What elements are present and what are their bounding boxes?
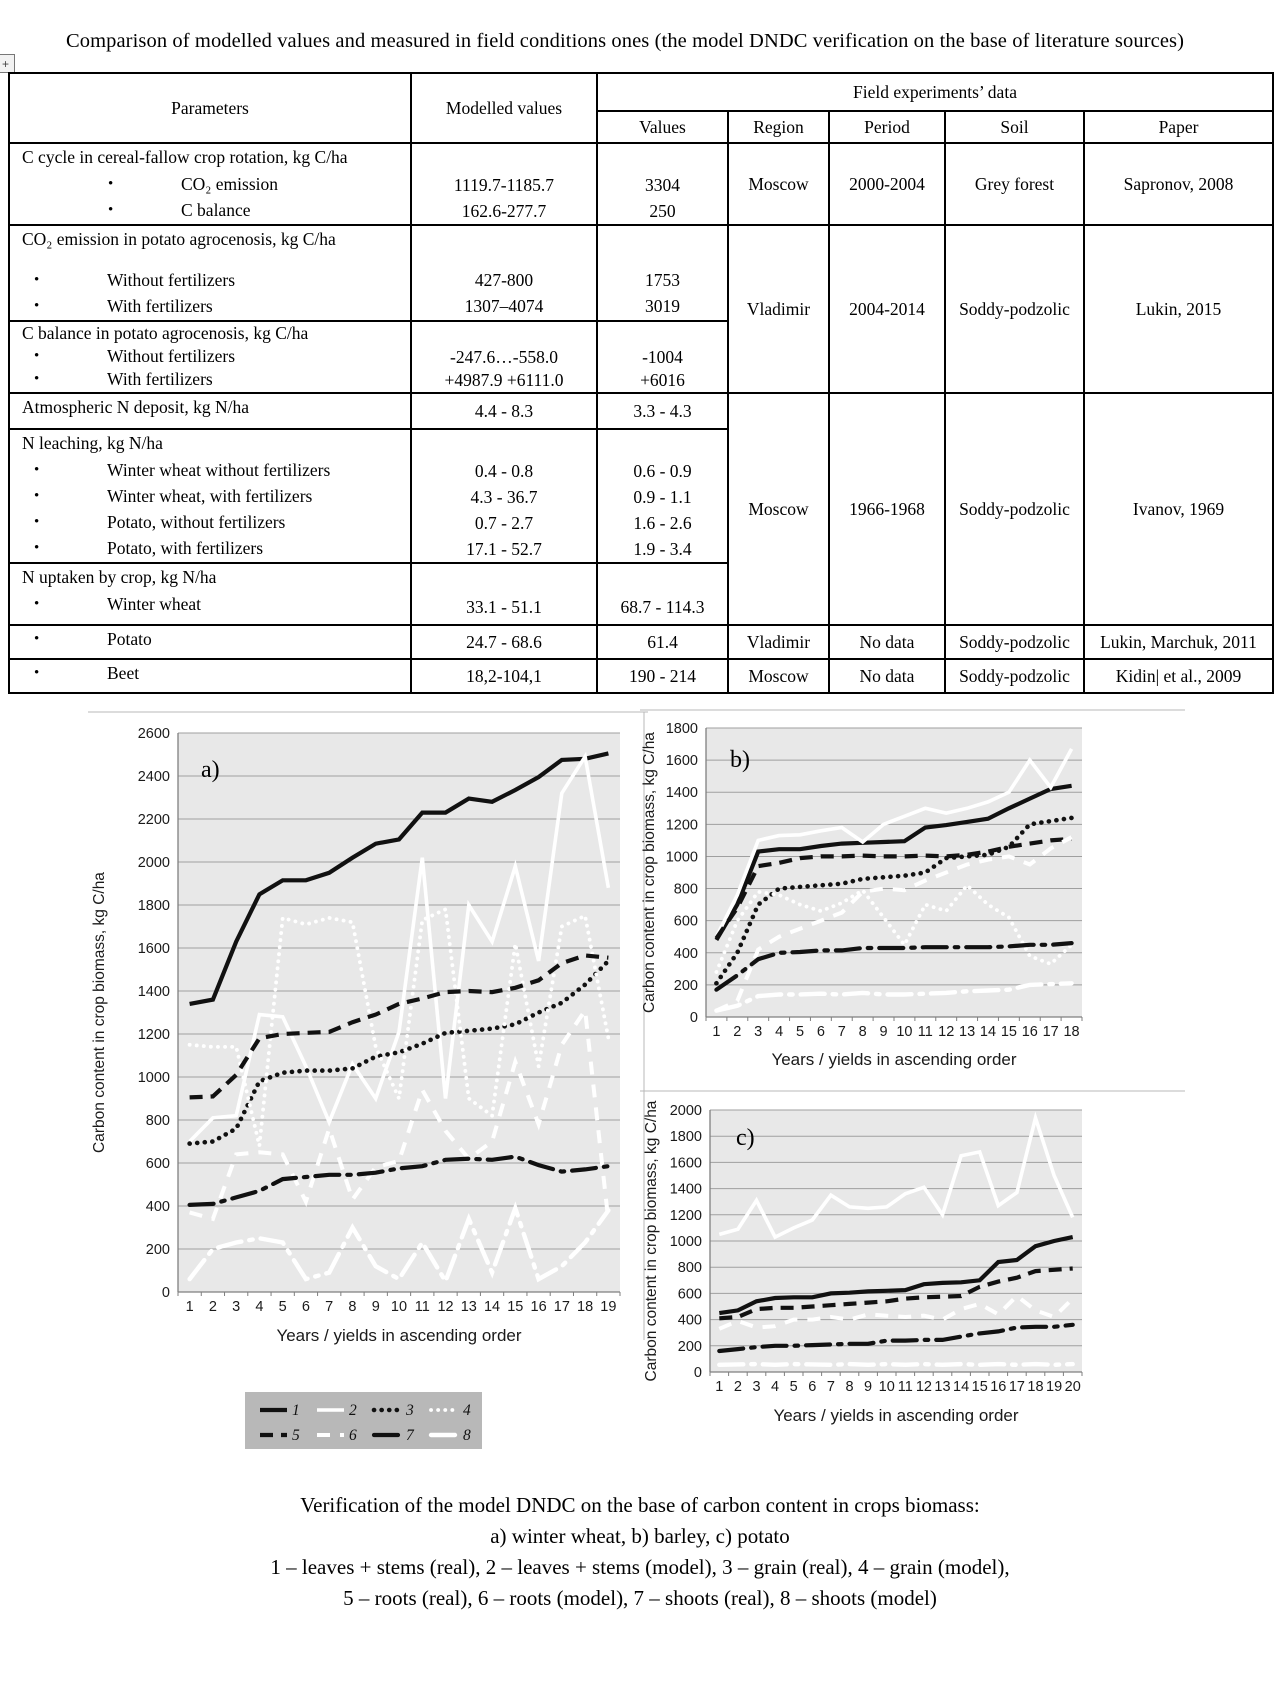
panel-label-b: b) <box>730 747 750 773</box>
svg-text:2600: 2600 <box>137 726 170 742</box>
table-move-handle[interactable] <box>0 54 15 73</box>
x-axis-title-b: Years / yields in ascending order <box>771 1050 1017 1069</box>
svg-text:10: 10 <box>896 1024 913 1040</box>
svg-text:6: 6 <box>301 1299 310 1315</box>
svg-text:15: 15 <box>1000 1024 1017 1040</box>
parameter-item: Winter wheat without fertilizers <box>107 460 331 480</box>
cell-r3-values: -1004 +6016 <box>597 321 728 393</box>
cell-r6-modelled: 33.1 - 51.1 <box>411 563 597 625</box>
header-parameters: Parameters <box>9 73 411 143</box>
cell-r8-soil: Soddy-podzolic <box>945 659 1084 693</box>
parameter-item: Potato, without fertilizers <box>107 512 286 532</box>
cell-r1-paper: Sapronov, 2008 <box>1084 143 1273 225</box>
svg-text:8: 8 <box>845 1379 854 1395</box>
svg-text:1400: 1400 <box>137 984 170 1000</box>
cell-r7-period: No data <box>829 625 945 659</box>
parameter-title: C cycle in cereal-fallow crop rotation, kg C/ha <box>22 147 348 167</box>
svg-text:12: 12 <box>938 1024 955 1040</box>
svg-text:13: 13 <box>959 1024 976 1040</box>
svg-text:11: 11 <box>917 1024 933 1040</box>
cell-r8-period: No data <box>829 659 945 693</box>
svg-text:9: 9 <box>879 1024 888 1040</box>
svg-text:17: 17 <box>1042 1024 1059 1040</box>
svg-text:1000: 1000 <box>137 1070 170 1086</box>
cell-r2-period: 2004-2014 <box>829 225 945 393</box>
caption-line: Verification of the model DNDC on the base of carbon content in crops biomass: <box>300 1493 980 1517</box>
chart-potato <box>640 1093 1185 1465</box>
svg-text:14: 14 <box>979 1024 997 1040</box>
cell-r2-region: Vladimir <box>728 225 829 393</box>
parameter-item: Beet <box>107 663 140 683</box>
svg-text:600: 600 <box>673 913 698 930</box>
legend-label-4: 4 <box>463 1402 471 1419</box>
header-region: Region <box>728 111 829 143</box>
cell-r1-modelled: 1119.7-1185.7 162.6-277.7 <box>411 143 597 225</box>
svg-text:2: 2 <box>733 1024 742 1040</box>
svg-text:4: 4 <box>255 1299 264 1315</box>
bullet-icon: • <box>34 540 40 556</box>
svg-text:9: 9 <box>371 1299 380 1315</box>
svg-text:10: 10 <box>390 1299 408 1315</box>
cell-r7-modelled: 24.7 - 68.6 <box>411 625 597 659</box>
chart-barley <box>640 703 1185 1095</box>
svg-text:5: 5 <box>795 1024 805 1040</box>
svg-text:2200: 2200 <box>137 812 170 828</box>
svg-text:13: 13 <box>460 1299 477 1315</box>
bullet-icon: • <box>34 665 40 681</box>
svg-text:8: 8 <box>348 1299 357 1315</box>
header-field-experiments-data: Field experiments’ data <box>597 73 1273 111</box>
bullet-icon: • <box>34 488 40 504</box>
svg-text:4: 4 <box>775 1024 784 1040</box>
cell-r8-region: Moscow <box>728 659 829 693</box>
svg-text:11: 11 <box>897 1379 913 1395</box>
header-modelled-values: Modelled values <box>411 73 597 143</box>
parameter-title: Atmospheric N deposit, kg N/ha <box>22 397 249 417</box>
svg-text:2: 2 <box>208 1299 217 1315</box>
svg-text:1800: 1800 <box>665 721 698 737</box>
bullet-icon: • <box>34 462 40 478</box>
plus-icon: + <box>1 56 9 71</box>
cell-r5-modelled: 0.4 - 0.8 4.3 - 36.7 0.7 - 2.7 17.1 - 52.7 <box>411 429 597 563</box>
cell-r1-values: 3304 250 <box>597 143 728 225</box>
svg-text:16: 16 <box>530 1299 547 1315</box>
svg-text:15: 15 <box>971 1379 988 1395</box>
cell-r8-modelled: 18,2-104,1 <box>411 659 597 693</box>
svg-text:1600: 1600 <box>665 753 698 770</box>
bullet-icon: • <box>34 596 40 612</box>
header-soil: Soil <box>945 111 1084 143</box>
bullet-icon: • <box>34 272 40 288</box>
cell-r5-values: 0.6 - 0.9 0.9 - 1.1 1.6 - 2.6 1.9 - 3.4 <box>597 429 728 563</box>
cell-r8-parameters <box>9 659 411 693</box>
legend-label-3: 3 <box>406 1402 414 1419</box>
svg-text:7: 7 <box>826 1379 835 1395</box>
svg-text:1400: 1400 <box>665 785 698 802</box>
svg-text:200: 200 <box>677 1338 702 1355</box>
svg-text:1600: 1600 <box>669 1155 702 1172</box>
svg-text:19: 19 <box>1046 1379 1063 1395</box>
svg-text:16: 16 <box>990 1379 1007 1395</box>
svg-text:1200: 1200 <box>137 1027 170 1043</box>
svg-text:9: 9 <box>864 1379 873 1395</box>
svg-text:2400: 2400 <box>137 769 170 785</box>
parameter-item: Winter wheat, with fertilizers <box>107 486 313 506</box>
svg-text:12: 12 <box>915 1379 932 1395</box>
svg-text:1: 1 <box>715 1379 724 1395</box>
svg-text:3: 3 <box>752 1379 761 1395</box>
caption-line: 1 – leaves + stems (real), 2 – leaves + stems (model), 3 – grain (real), 4 – grain (model), <box>270 1555 1010 1579</box>
header-period: Period <box>829 111 945 143</box>
svg-text:2000: 2000 <box>137 855 170 871</box>
svg-text:1000: 1000 <box>665 849 698 866</box>
cell-r2-paper: Lukin, 2015 <box>1084 225 1273 393</box>
svg-text:11: 11 <box>414 1299 430 1315</box>
cell-r4-period: 1966-1968 <box>829 393 945 625</box>
svg-text:800: 800 <box>673 881 698 898</box>
parameter-title: N uptaken by crop, kg N/ha <box>22 567 217 587</box>
cell-r7-paper: Lukin, Marchuk, 2011 <box>1084 625 1273 659</box>
cell-r3-parameters <box>9 321 411 393</box>
cell-r2-values: 1753 3019 <box>597 225 728 321</box>
header-values: Values <box>597 111 728 143</box>
svg-text:3: 3 <box>754 1024 763 1040</box>
cell-r6-values: 68.7 - 114.3 <box>597 563 728 625</box>
svg-text:2: 2 <box>733 1379 742 1395</box>
cell-r1-soil: Grey forest <box>945 143 1084 225</box>
svg-text:4: 4 <box>771 1379 780 1395</box>
chart-winter-wheat <box>88 705 648 1365</box>
svg-text:800: 800 <box>145 1113 170 1129</box>
legend-label-6: 6 <box>349 1427 357 1444</box>
panel-label-c: c) <box>736 1125 755 1151</box>
svg-text:5: 5 <box>789 1379 798 1395</box>
cell-r1-period: 2000-2004 <box>829 143 945 225</box>
svg-text:400: 400 <box>677 1312 702 1329</box>
cell-r7-region: Vladimir <box>728 625 829 659</box>
bullet-icon: • <box>34 298 40 314</box>
svg-text:400: 400 <box>145 1199 170 1215</box>
svg-text:1800: 1800 <box>137 898 170 914</box>
bullet-icon: • <box>34 348 40 364</box>
cell-r4-paper: Ivanov, 1969 <box>1084 393 1273 625</box>
parameter-title: N leaching, kg N/ha <box>22 433 163 453</box>
parameter-item: Potato, with fertilizers <box>107 538 264 558</box>
bullet-icon: • <box>108 202 114 218</box>
cell-r1-parameters <box>9 143 411 225</box>
svg-text:2000: 2000 <box>669 1103 702 1119</box>
svg-text:200: 200 <box>673 977 698 994</box>
cell-r7-values: 61.4 <box>597 625 728 659</box>
svg-text:3: 3 <box>232 1299 241 1315</box>
svg-text:1600: 1600 <box>137 941 170 957</box>
panel-label-a: a) <box>201 757 220 783</box>
svg-text:1: 1 <box>712 1024 721 1040</box>
svg-text:6: 6 <box>816 1024 825 1040</box>
y-axis-title-b: Carbon content in crop biomass, kg C/ha <box>641 732 658 1013</box>
svg-text:8: 8 <box>858 1024 867 1040</box>
caption-line: a) winter wheat, b) barley, c) potato <box>490 1524 790 1548</box>
svg-text:18: 18 <box>1063 1024 1080 1040</box>
svg-text:13: 13 <box>934 1379 951 1395</box>
parameter-item: C balance <box>181 200 251 220</box>
comparison-table <box>8 72 1274 694</box>
cell-r3-modelled: -247.6…-558.0 +4987.9 +6111.0 <box>411 321 597 393</box>
legend-label-5: 5 <box>292 1427 300 1444</box>
cell-r2-modelled: 427-800 1307–4074 <box>411 225 597 321</box>
parameter-item: Winter wheat <box>107 594 202 614</box>
svg-text:1400: 1400 <box>669 1181 702 1198</box>
cell-r2-soil: Soddy-podzolic <box>945 225 1084 393</box>
x-axis-title-a: Years / yields in ascending order <box>276 1326 522 1345</box>
svg-text:0: 0 <box>689 1010 698 1026</box>
parameter-item: With fertilizers <box>107 369 213 389</box>
parameter-item: Without fertilizers <box>107 346 236 366</box>
svg-text:1200: 1200 <box>669 1207 702 1224</box>
svg-text:6: 6 <box>808 1379 817 1395</box>
cell-r5-parameters <box>9 429 411 563</box>
chart-legend <box>245 1392 482 1449</box>
parameter-title: CO₂ emission in potato agrocenosis, kg C/ha <box>22 229 336 249</box>
cell-r7-soil: Soddy-podzolic <box>945 625 1084 659</box>
page-title: Comparison of modelled values and measured in field conditions ones (the model DNDC verification on the base of literature sources) <box>65 30 1185 52</box>
bullet-icon: • <box>34 514 40 530</box>
svg-text:14: 14 <box>953 1379 970 1395</box>
svg-text:7: 7 <box>837 1024 846 1040</box>
legend-label-8: 8 <box>463 1427 471 1444</box>
cell-r4-values: 3.3 - 4.3 <box>597 393 728 429</box>
header-paper: Paper <box>1084 111 1273 143</box>
bullet-icon: • <box>34 371 40 387</box>
svg-text:1000: 1000 <box>669 1234 702 1250</box>
svg-text:0: 0 <box>693 1365 702 1381</box>
svg-text:800: 800 <box>677 1260 702 1277</box>
svg-text:18: 18 <box>1027 1379 1044 1395</box>
svg-text:1: 1 <box>185 1299 194 1315</box>
parameter-item: Potato <box>107 629 152 649</box>
svg-text:0: 0 <box>161 1285 170 1301</box>
cell-r1-region: Moscow <box>728 143 829 225</box>
svg-text:600: 600 <box>677 1286 702 1303</box>
cell-r4-soil: Soddy-podzolic <box>945 393 1084 625</box>
bullet-icon: • <box>108 176 114 192</box>
x-axis-title-c: Years / yields in ascending order <box>773 1406 1019 1425</box>
svg-text:17: 17 <box>1008 1379 1025 1395</box>
parameter-item: Without fertilizers <box>107 270 236 290</box>
svg-text:1200: 1200 <box>665 817 698 834</box>
legend-label-1: 1 <box>292 1402 300 1419</box>
cell-r4-parameters <box>9 393 411 429</box>
svg-text:19: 19 <box>600 1299 617 1315</box>
parameter-title: C balance in potato agrocenosis, kg C/ha <box>22 323 309 343</box>
svg-text:5: 5 <box>278 1299 287 1315</box>
cell-r7-parameters <box>9 625 411 659</box>
cell-r8-paper: Kidin| et al., 2009 <box>1084 659 1273 693</box>
svg-text:10: 10 <box>878 1379 895 1395</box>
svg-text:17: 17 <box>553 1299 570 1315</box>
caption-line: 5 – roots (real), 6 – roots (model), 7 – shoots (real), 8 – shoots (model) <box>343 1586 937 1610</box>
legend-label-2: 2 <box>349 1402 357 1419</box>
svg-text:600: 600 <box>145 1156 170 1172</box>
parameter-item: CO₂ emission <box>181 174 279 194</box>
svg-text:400: 400 <box>673 945 698 962</box>
figure-caption <box>0 1490 1280 1614</box>
svg-text:20: 20 <box>1064 1379 1081 1395</box>
y-axis-title-a: Carbon content in crop biomass, kg C/ha <box>91 872 108 1153</box>
cell-r6-parameters <box>9 563 411 625</box>
bullet-icon: • <box>34 631 40 647</box>
cell-r2-parameters <box>9 225 411 321</box>
y-axis-title-c: Carbon content in crop biomass, kg C/ha <box>643 1100 660 1382</box>
svg-text:7: 7 <box>325 1299 334 1315</box>
legend-label-7: 7 <box>406 1427 414 1444</box>
svg-text:16: 16 <box>1021 1024 1038 1040</box>
parameter-item: With fertilizers <box>107 296 213 316</box>
svg-text:12: 12 <box>437 1299 454 1315</box>
svg-text:18: 18 <box>577 1299 594 1315</box>
cell-r8-values: 190 - 214 <box>597 659 728 693</box>
svg-text:14: 14 <box>483 1299 501 1315</box>
cell-r4-region: Moscow <box>728 393 829 625</box>
cell-r4-modelled: 4.4 - 8.3 <box>411 393 597 429</box>
svg-text:15: 15 <box>507 1299 524 1315</box>
svg-text:1800: 1800 <box>669 1129 702 1146</box>
svg-text:200: 200 <box>145 1242 170 1258</box>
